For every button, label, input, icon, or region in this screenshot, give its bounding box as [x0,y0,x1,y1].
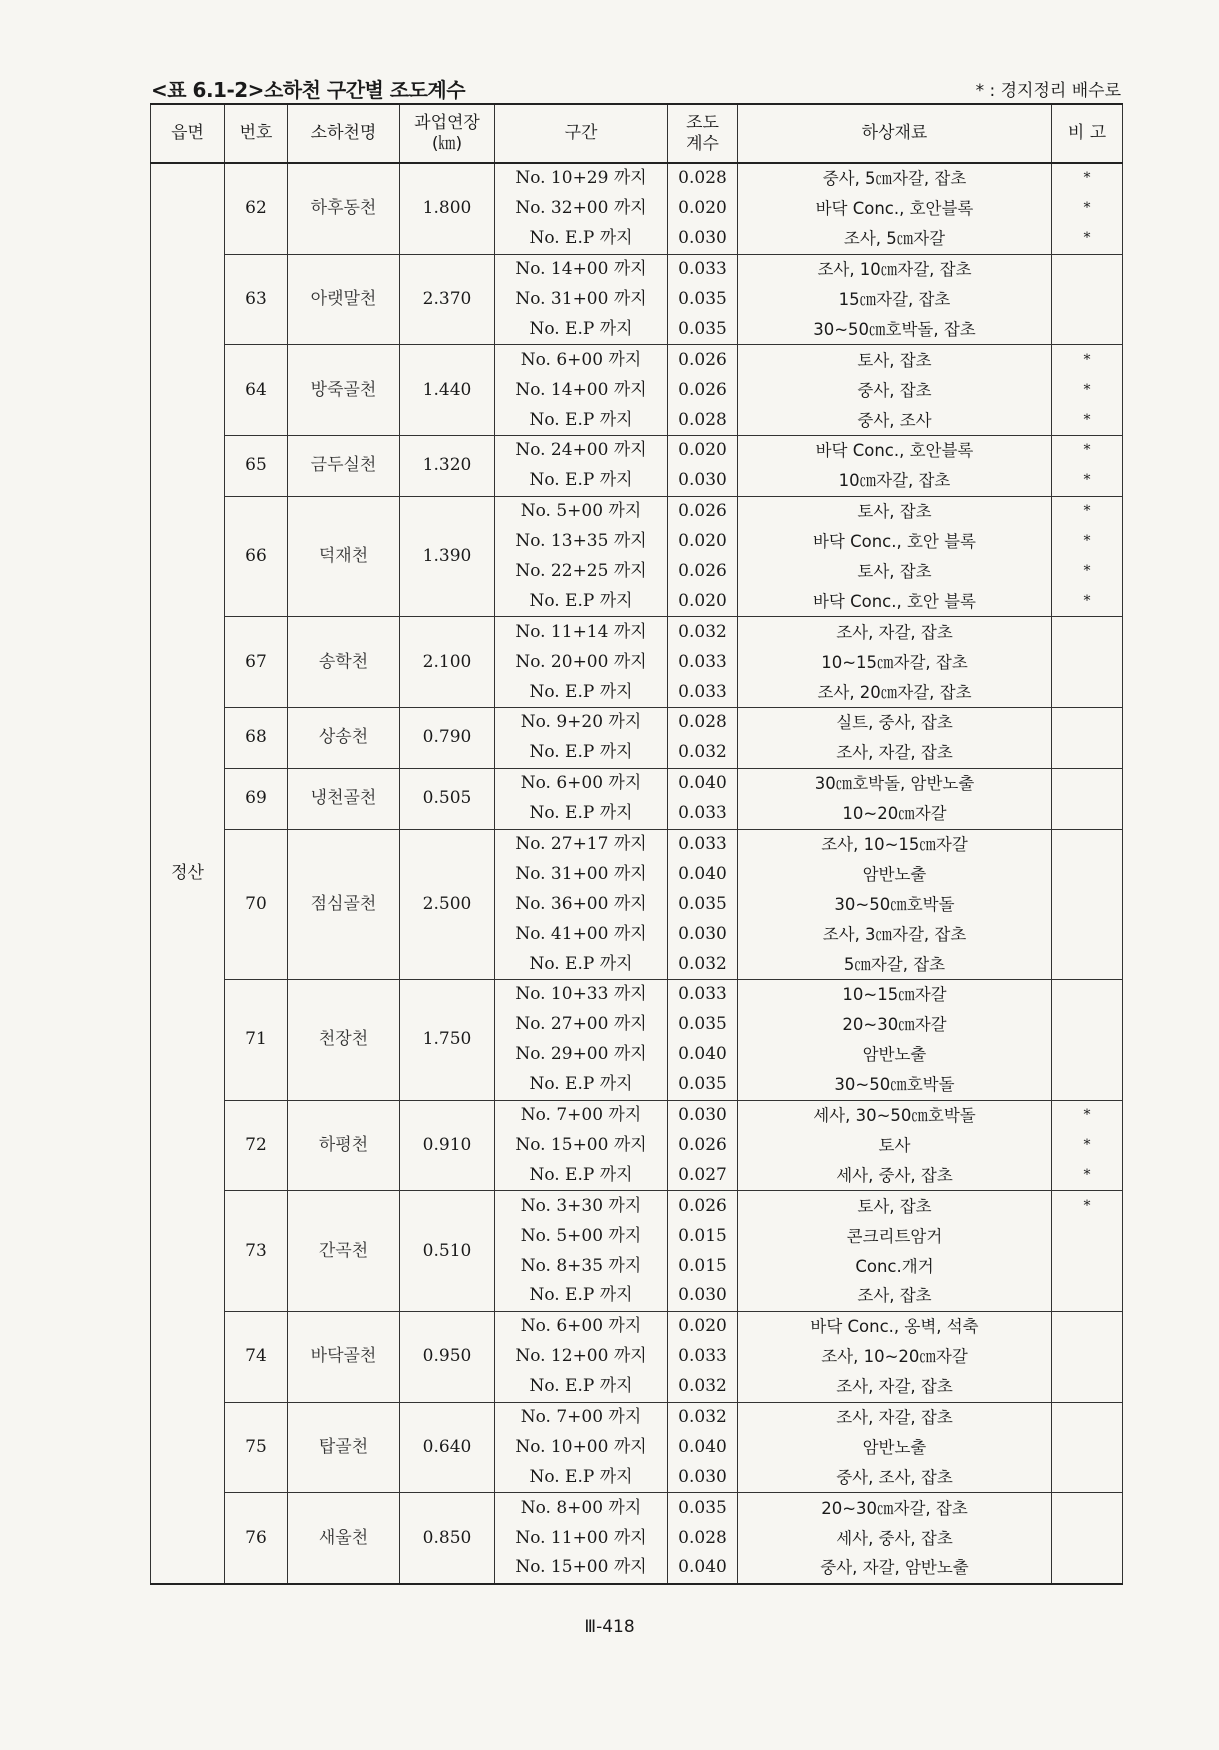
remark-mark [1052,1281,1123,1311]
section-range: No. 8+00 까지 [495,1493,668,1523]
table-body [151,163,1123,1584]
remark-mark: * [1052,224,1123,254]
stream-number: 68 [225,708,288,769]
bed-material: 암반노출 [738,859,1052,889]
roughness-coefficient: 0.035 [668,314,738,344]
remark-mark: * [1052,1100,1123,1130]
table-row [151,1191,1123,1221]
roughness-coefficient: 0.015 [668,1221,738,1251]
bed-material: 암반노출 [738,1432,1052,1462]
bed-material: 바닥 Conc., 호안블록 [738,436,1052,466]
bed-material: 조사, 자갈, 잡초 [738,1402,1052,1432]
section-range: No. E.P 까지 [495,1160,668,1190]
remark-mark [1052,1070,1123,1100]
section-range: No. 15+00 까지 [495,1553,668,1584]
roughness-coefficient: 0.028 [668,1523,738,1553]
header-coef-line1: 조도 [686,112,719,133]
bed-material: 조사, 20㎝자갈, 잡초 [738,677,1052,707]
remark-mark [1052,677,1123,707]
section-range: No. 14+00 까지 [495,375,668,405]
stream-name: 금두실천 [288,436,400,497]
header-length-line1: 과업연장 [414,112,480,133]
remark-mark [1052,1523,1123,1553]
bed-material: 바닥 Conc., 옹벽, 석축 [738,1311,1052,1341]
stream-length: 2.500 [400,829,495,979]
section-range: No. 15+00 까지 [495,1131,668,1161]
section-range: No. E.P 까지 [495,405,668,435]
bed-material: 조사, 10~15㎝자갈 [738,829,1052,859]
bed-material: 30~50㎝호박돌 [738,1070,1052,1100]
header-remark: 비 고 [1052,104,1123,163]
bed-material: 토사, 잡초 [738,557,1052,587]
remark-mark [1052,859,1123,889]
stream-name: 간곡천 [288,1191,400,1312]
remark-mark [1052,1462,1123,1492]
bed-material: 조사, 5㎝자갈 [738,224,1052,254]
remark-mark [1052,799,1123,829]
section-range: No. 3+30 까지 [495,1191,668,1221]
table-row [151,1493,1123,1523]
bed-material: 20~30㎝자갈 [738,1010,1052,1040]
remark-mark [1052,919,1123,949]
stream-number: 73 [225,1191,288,1312]
section-range: No. E.P 까지 [495,799,668,829]
roughness-coefficient: 0.028 [668,163,738,194]
bed-material: 암반노출 [738,1040,1052,1070]
remark-mark: * [1052,466,1123,496]
remark-mark [1052,949,1123,979]
roughness-coefficient: 0.032 [668,949,738,979]
page-number: Ⅲ-418 [584,1617,635,1637]
bed-material: 콘크리트암거 [738,1221,1052,1251]
section-range: No. 22+25 까지 [495,557,668,587]
table-row [151,1100,1123,1130]
bed-material: 세사, 중사, 잡초 [738,1523,1052,1553]
roughness-coefficient: 0.020 [668,436,738,466]
roughness-coefficient: 0.026 [668,557,738,587]
remark-mark: * [1052,194,1123,224]
roughness-coefficient: 0.032 [668,617,738,647]
table-row [151,768,1123,798]
roughness-coefficient: 0.026 [668,496,738,526]
bed-material: 30~50㎝호박돌 [738,889,1052,919]
roughness-coefficient: 0.035 [668,1070,738,1100]
bed-material: 중사, 조사, 잡초 [738,1462,1052,1492]
section-range: No. E.P 까지 [495,738,668,768]
header-coefficient [668,104,738,163]
header-coef-line2: 계수 [686,133,719,154]
roughness-coefficient: 0.033 [668,647,738,677]
section-range: No. 31+00 까지 [495,859,668,889]
roughness-coefficient: 0.033 [668,980,738,1010]
bed-material: 조사, 자갈, 잡초 [738,738,1052,768]
section-range: No. E.P 까지 [495,1372,668,1402]
roughness-coefficient: 0.035 [668,889,738,919]
roughness-coefficient: 0.033 [668,254,738,284]
section-range: No. 10+33 까지 [495,980,668,1010]
section-range: No. E.P 까지 [495,224,668,254]
remark-mark [1052,1040,1123,1070]
remark-mark [1052,1251,1123,1281]
remark-mark: * [1052,1131,1123,1161]
stream-number: 69 [225,768,288,829]
section-range: No. E.P 까지 [495,1281,668,1311]
roughness-coefficient: 0.032 [668,1402,738,1432]
roughness-coefficient: 0.033 [668,829,738,859]
roughness-coefficient: 0.030 [668,466,738,496]
stream-number: 75 [225,1402,288,1493]
stream-number: 72 [225,1100,288,1191]
bed-material: 토사, 잡초 [738,1191,1052,1221]
section-range: No. 32+00 까지 [495,194,668,224]
roughness-coefficient-table [150,103,1123,1585]
stream-length: 0.640 [400,1402,495,1493]
section-range: No. 13+35 까지 [495,527,668,557]
remark-mark: * [1052,557,1123,587]
section-range: No. 41+00 까지 [495,919,668,949]
roughness-coefficient: 0.020 [668,194,738,224]
roughness-coefficient: 0.026 [668,1131,738,1161]
bed-material: 조사, 10㎝자갈, 잡초 [738,254,1052,284]
table-row [151,829,1123,859]
header-material: 하상재료 [738,104,1052,163]
header-number: 번호 [225,104,288,163]
roughness-coefficient: 0.030 [668,1462,738,1492]
roughness-coefficient: 0.026 [668,375,738,405]
bed-material: 바닥 Conc., 호안 블록 [738,586,1052,616]
roughness-coefficient: 0.035 [668,1010,738,1040]
stream-length: 2.370 [400,254,495,345]
section-range: No. 6+00 까지 [495,768,668,798]
remark-mark [1052,1342,1123,1372]
section-range: No. 27+17 까지 [495,829,668,859]
section-range: No. 7+00 까지 [495,1402,668,1432]
section-range: No. E.P 까지 [495,1462,668,1492]
remark-mark [1052,314,1123,344]
remark-mark [1052,980,1123,1010]
section-range: No. 36+00 까지 [495,889,668,919]
roughness-coefficient: 0.040 [668,768,738,798]
roughness-coefficient: 0.026 [668,345,738,375]
stream-number: 65 [225,436,288,497]
remark-mark: * [1052,1191,1123,1221]
stream-number: 71 [225,980,288,1101]
table-row [151,496,1123,526]
remark-mark [1052,1372,1123,1402]
bed-material: 세사, 30~50㎝호박돌 [738,1100,1052,1130]
roughness-coefficient: 0.035 [668,285,738,315]
roughness-coefficient: 0.033 [668,799,738,829]
bed-material: 20~30㎝자갈, 잡초 [738,1493,1052,1523]
stream-name: 상송천 [288,708,400,769]
bed-material: 바닥 Conc., 호안 블록 [738,527,1052,557]
bed-material: 조사, 10~20㎝자갈 [738,1342,1052,1372]
table-row [151,345,1123,375]
section-range: No. 20+00 까지 [495,647,668,677]
table-title: <표 6.1-2>소하천 구간별 조도계수 [151,78,466,102]
bed-material: 조사, 3㎝자갈, 잡초 [738,919,1052,949]
remark-mark: * [1052,1160,1123,1190]
bed-material: 조사, 자갈, 잡초 [738,617,1052,647]
stream-name: 하평천 [288,1100,400,1191]
stream-name: 송학천 [288,617,400,708]
table-row [151,617,1123,647]
table-row [151,254,1123,284]
section-range: No. 24+00 까지 [495,436,668,466]
remark-mark: * [1052,527,1123,557]
stream-length: 1.800 [400,163,495,254]
remark-mark [1052,768,1123,798]
remark-mark [1052,1010,1123,1040]
bed-material: 10㎝자갈, 잡초 [738,466,1052,496]
table-row [151,708,1123,738]
roughness-coefficient: 0.030 [668,1100,738,1130]
bed-material: 중사, 잡초 [738,375,1052,405]
section-range: No. 10+00 까지 [495,1432,668,1462]
roughness-coefficient: 0.040 [668,1040,738,1070]
roughness-coefficient: 0.020 [668,1311,738,1341]
bed-material: Conc.개거 [738,1251,1052,1281]
stream-number: 63 [225,254,288,345]
stream-name: 냉천골천 [288,768,400,829]
stream-length: 2.100 [400,617,495,708]
section-range: No. E.P 까지 [495,314,668,344]
remark-mark [1052,1493,1123,1523]
bed-material: 중사, 자갈, 암반노출 [738,1553,1052,1584]
section-range: No. 7+00 까지 [495,1100,668,1130]
bed-material: 15㎝자갈, 잡초 [738,285,1052,315]
roughness-coefficient: 0.030 [668,224,738,254]
section-range: No. 27+00 까지 [495,1010,668,1040]
remark-mark: * [1052,405,1123,435]
bed-material: 중사, 조사 [738,405,1052,435]
remark-mark: * [1052,586,1123,616]
stream-number: 67 [225,617,288,708]
bed-material: 토사, 잡초 [738,345,1052,375]
section-range: No. 12+00 까지 [495,1342,668,1372]
section-range: No. 11+14 까지 [495,617,668,647]
stream-number: 66 [225,496,288,617]
remark-mark [1052,285,1123,315]
header-length [400,104,495,163]
legend-note: * : 경지정리 배수로 [975,81,1121,101]
section-range: No. 6+00 까지 [495,345,668,375]
bed-material: 30㎝호박돌, 암반노출 [738,768,1052,798]
remark-mark: * [1052,436,1123,466]
stream-number: 74 [225,1311,288,1402]
section-range: No. 5+00 까지 [495,496,668,526]
bed-material: 토사 [738,1131,1052,1161]
bed-material: 조사, 잡초 [738,1281,1052,1311]
bed-material: 중사, 5㎝자갈, 잡초 [738,163,1052,194]
roughness-coefficient: 0.027 [668,1160,738,1190]
stream-length: 1.390 [400,496,495,617]
section-range: No. 14+00 까지 [495,254,668,284]
table-row [151,980,1123,1010]
table-row [151,436,1123,466]
section-range: No. E.P 까지 [495,677,668,707]
roughness-coefficient: 0.033 [668,1342,738,1372]
stream-name: 덕재천 [288,496,400,617]
roughness-coefficient: 0.028 [668,405,738,435]
section-range: No. 31+00 까지 [495,285,668,315]
table-row [151,1402,1123,1432]
remark-mark [1052,1311,1123,1341]
stream-name: 천장천 [288,980,400,1101]
bed-material: 10~20㎝자갈 [738,799,1052,829]
roughness-coefficient: 0.015 [668,1251,738,1281]
stream-length: 0.510 [400,1191,495,1312]
bed-material: 조사, 자갈, 잡초 [738,1372,1052,1402]
remark-mark [1052,738,1123,768]
stream-number: 70 [225,829,288,979]
table-row [151,1311,1123,1341]
remark-mark [1052,708,1123,738]
remark-mark: * [1052,496,1123,526]
remark-mark [1052,254,1123,284]
roughness-coefficient: 0.040 [668,1553,738,1584]
section-range: No. 29+00 까지 [495,1040,668,1070]
stream-length: 0.910 [400,1100,495,1191]
bed-material: 10~15㎝자갈 [738,980,1052,1010]
remark-mark [1052,1221,1123,1251]
table-caption-row [151,72,1121,100]
remark-mark: * [1052,375,1123,405]
header-row [151,104,1123,163]
stream-name: 아랫말천 [288,254,400,345]
town-cell: 정산 [151,163,225,1584]
remark-mark [1052,1402,1123,1432]
bed-material: 5㎝자갈, 잡초 [738,949,1052,979]
section-range: No. E.P 까지 [495,586,668,616]
roughness-coefficient: 0.020 [668,586,738,616]
remark-mark [1052,1432,1123,1462]
stream-name: 탑골천 [288,1402,400,1493]
section-range: No. 8+35 까지 [495,1251,668,1281]
stream-length: 1.750 [400,980,495,1101]
stream-name: 하후동천 [288,163,400,254]
stream-name: 방죽골천 [288,345,400,436]
section-range: No. 11+00 까지 [495,1523,668,1553]
stream-length: 0.850 [400,1493,495,1584]
remark-mark [1052,889,1123,919]
header-section: 구간 [495,104,668,163]
header-town: 읍면 [151,104,225,163]
bed-material: 토사, 잡초 [738,496,1052,526]
roughness-coefficient: 0.026 [668,1191,738,1221]
roughness-coefficient: 0.020 [668,527,738,557]
bed-material: 세사, 중사, 잡초 [738,1160,1052,1190]
roughness-coefficient: 0.030 [668,919,738,949]
roughness-coefficient: 0.030 [668,1281,738,1311]
stream-length: 1.440 [400,345,495,436]
table-row [151,163,1123,194]
roughness-coefficient: 0.032 [668,1372,738,1402]
section-range: No. 10+29 까지 [495,163,668,194]
stream-length: 0.950 [400,1311,495,1402]
stream-number: 64 [225,345,288,436]
stream-name: 바닥골천 [288,1311,400,1402]
remark-mark [1052,647,1123,677]
roughness-coefficient: 0.028 [668,708,738,738]
remark-mark [1052,1553,1123,1584]
header-length-line2: (㎞) [431,133,463,154]
header-stream-name: 소하천명 [288,104,400,163]
stream-number: 76 [225,1493,288,1584]
roughness-coefficient: 0.033 [668,677,738,707]
section-range: No. E.P 까지 [495,466,668,496]
section-range: No. 6+00 까지 [495,1311,668,1341]
roughness-coefficient: 0.035 [668,1493,738,1523]
stream-name: 점심골천 [288,829,400,979]
section-range: No. E.P 까지 [495,949,668,979]
bed-material: 실트, 중사, 잡초 [738,708,1052,738]
stream-length: 0.505 [400,768,495,829]
remark-mark: * [1052,163,1123,194]
remark-mark [1052,829,1123,859]
bed-material: 30~50㎝호박돌, 잡초 [738,314,1052,344]
stream-length: 0.790 [400,708,495,769]
stream-number: 62 [225,163,288,254]
remark-mark [1052,617,1123,647]
stream-name: 새울천 [288,1493,400,1584]
section-range: No. 5+00 까지 [495,1221,668,1251]
section-range: No. 9+20 까지 [495,708,668,738]
section-range: No. E.P 까지 [495,1070,668,1100]
roughness-coefficient: 0.032 [668,738,738,768]
remark-mark: * [1052,345,1123,375]
stream-length: 1.320 [400,436,495,497]
bed-material: 10~15㎝자갈, 잡초 [738,647,1052,677]
bed-material: 바닥 Conc., 호안블록 [738,194,1052,224]
roughness-coefficient: 0.040 [668,859,738,889]
roughness-coefficient: 0.040 [668,1432,738,1462]
